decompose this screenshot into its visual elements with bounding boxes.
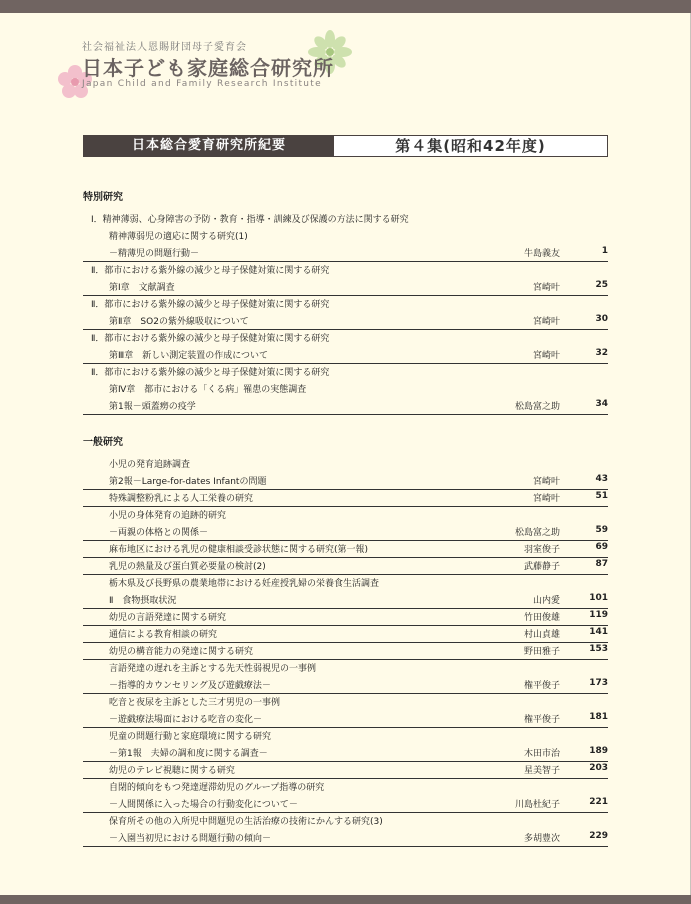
toc-entry-title: 幼児の構音能力の発達に関する研究	[109, 647, 254, 657]
toc-special-research	[83, 211, 608, 415]
toc-entry	[83, 456, 608, 490]
toc-entry-line	[83, 507, 608, 524]
logo-english-name: Japan Child and Family Research Institute	[82, 79, 322, 89]
toc-entry-line	[83, 490, 608, 507]
toc-entry-page: 221	[589, 797, 608, 807]
toc-entry-page: 153	[589, 644, 608, 654]
section-heading-general: 一般研究	[83, 437, 123, 448]
toc-entry	[83, 694, 608, 728]
toc-entry-author: 羽室俊子	[523, 545, 560, 555]
toc-entry-page: 51	[595, 491, 608, 501]
toc-entry-author: 星美智子	[523, 766, 560, 776]
toc-entry-title: －指導的カウンセリング及び遊戯療法－	[109, 681, 271, 691]
toc-entry-line	[83, 313, 608, 330]
toc-entry-page: 69	[595, 542, 608, 552]
toc-entry-line	[83, 211, 608, 228]
toc-entry-author: 牛島義友	[523, 249, 560, 259]
toc-entry-line	[83, 330, 608, 347]
bulletin-title: 日本総合愛育研究所紀要	[84, 136, 334, 156]
toc-entry-title: 通信による教育相談の研究	[109, 630, 218, 640]
toc-entry-page: 229	[589, 831, 608, 841]
toc-entry-author: 松島富之助	[514, 402, 560, 412]
toc-entry-title: 精神薄弱児の適応に関する研究(1)	[109, 232, 248, 242]
toc-entry	[83, 643, 608, 660]
toc-entry-title: 自閉的傾向をもつ発達遅滞幼児のグループ指導の研究	[109, 783, 325, 793]
toc-entry-title: Ⅰ．精神薄弱、心身障害の予防・教育・指導・訓練及び保護の方法に関する研究	[91, 215, 409, 225]
toc-entry-line	[83, 296, 608, 313]
toc-entry-title: 第Ⅳ章 都市における「くる病」罹患の実態調査	[109, 385, 307, 395]
toc-entry-title: 幼児のテレビ視聴に関する研究	[109, 766, 235, 776]
toc-entry-title: －第1報 夫婦の調和度に関する調査－	[109, 749, 268, 759]
toc-entry	[83, 609, 608, 626]
toc-entry	[83, 558, 608, 575]
toc-entry-title: －精薄児の問題行動－	[109, 249, 200, 259]
toc-entry	[83, 813, 608, 847]
toc-entry-title: －人間関係に入った場合の行動変化について－	[109, 800, 298, 810]
toc-entry-title: Ⅱ．都市における紫外線の減少と母子保健対策に関する研究	[91, 368, 330, 378]
toc-entry-title: Ⅱ 食物摂取状況	[109, 596, 177, 606]
toc-entry	[83, 779, 608, 813]
toc-entry-line	[83, 524, 608, 541]
bulletin-volume: 第４集(昭和42年度)	[334, 136, 607, 156]
toc-entry-author: 多胡豊次	[523, 834, 560, 844]
toc-entry-title: Ⅱ．都市における紫外線の減少と母子保健対策に関する研究	[91, 266, 330, 276]
toc-entry-line	[83, 262, 608, 279]
toc-entry-page: 34	[595, 399, 608, 409]
toc-entry-page: 141	[589, 627, 608, 637]
toc-entry-author: 村山貞雄	[523, 630, 560, 640]
toc-entry-line	[83, 575, 608, 592]
toc-entry-title: 第Ⅲ章 新しい測定装置の作成について	[109, 351, 269, 361]
toc-entry-author: 木田市治	[523, 749, 560, 759]
toc-entry-line	[83, 592, 608, 609]
toc-entry	[83, 507, 608, 541]
toc-entry-title: 特殊調整粉乳による人工栄養の研究	[109, 494, 254, 504]
toc-entry	[83, 575, 608, 609]
toc-entry-line	[83, 558, 608, 575]
toc-entry-author: 松島富之助	[514, 528, 560, 538]
toc-entry-title: 吃音と夜尿を主訴とした三才男児の一事例	[109, 698, 281, 708]
institute-logo	[58, 38, 358, 108]
bottom-bar	[0, 895, 691, 904]
toc-entry-page: 101	[589, 593, 608, 603]
toc-entry-title: 第2報－Large-for-dates Infantの問題	[109, 477, 267, 487]
toc-entry	[83, 262, 608, 296]
toc-entry-page: 25	[595, 280, 608, 290]
toc-entry-line	[83, 245, 608, 262]
top-bar	[0, 0, 691, 13]
toc-entry-line	[83, 456, 608, 473]
toc-general-research	[83, 456, 608, 847]
toc-entry-title: －遊戯療法場面における吃音の変化－	[109, 715, 263, 725]
toc-entry-line	[83, 609, 608, 626]
toc-entry-page: 32	[595, 348, 608, 358]
logo-organization: 社会福祉法人恩賜財団母子愛育会	[82, 42, 247, 53]
toc-entry-line	[83, 779, 608, 796]
toc-entry-page: 87	[595, 559, 608, 569]
toc-entry	[83, 364, 608, 415]
toc-entry-title: Ⅱ．都市における紫外線の減少と母子保健対策に関する研究	[91, 300, 330, 310]
toc-entry-line	[83, 381, 608, 398]
toc-entry-title: 小児の身体発育の追跡的研究	[109, 511, 227, 521]
toc-entry-title: 児童の問題行動と家庭環境に関する研究	[109, 732, 272, 742]
toc-entry-line	[83, 694, 608, 711]
logo-name: 日本子ども家庭総合研究所	[82, 56, 334, 80]
toc-entry-line	[83, 660, 608, 677]
toc-entry-title: 栃木県及び長野県の農業地帯における妊産授乳婦の栄養食生活調査	[109, 579, 380, 589]
toc-entry-title: 幼児の言語発達に関する研究	[109, 613, 227, 623]
toc-entry-page: 1	[601, 246, 608, 256]
toc-entry-title: 言語発達の遅れを主訴とする先天性弱視児の一事例	[109, 664, 317, 674]
toc-entry-author: 山内愛	[532, 596, 560, 606]
toc-entry-line	[83, 279, 608, 296]
toc-entry-page: 30	[595, 314, 608, 324]
toc-entry	[83, 762, 608, 779]
toc-entry	[83, 296, 608, 330]
toc-entry-author: 宮崎叶	[532, 477, 560, 487]
toc-entry-page: 119	[589, 610, 608, 620]
toc-entry	[83, 660, 608, 694]
toc-entry-line	[83, 762, 608, 779]
toc-entry-page: 59	[595, 525, 608, 535]
toc-entry-line	[83, 830, 608, 847]
toc-entry-line	[83, 796, 608, 813]
toc-entry	[83, 728, 608, 762]
toc-entry-page: 189	[589, 746, 608, 756]
toc-entry-page: 173	[589, 678, 608, 688]
toc-entry-title: 乳児の熱量及び蛋白質必要量の検討(2)	[109, 562, 266, 572]
toc-entry-line	[83, 643, 608, 660]
toc-entry-title: －両親の体格との関係－	[109, 528, 209, 538]
toc-entry-line	[83, 813, 608, 830]
toc-entry-title: 麻布地区における乳児の健康相談受診状態に関する研究(第一報)	[109, 545, 369, 555]
toc-entry-line	[83, 626, 608, 643]
toc-entry-author: 宮崎叶	[532, 351, 560, 361]
toc-entry	[83, 541, 608, 558]
bulletin-header	[83, 135, 608, 157]
toc-entry-title: 小児の発育追跡調査	[109, 460, 191, 470]
toc-entry-author: 宮崎叶	[532, 494, 560, 504]
toc-entry	[83, 490, 608, 507]
toc-entry-page: 203	[589, 763, 608, 773]
toc-entry-title: 第1報－頭蓋癆の疫学	[109, 402, 196, 412]
toc-entry-author: 権平俊子	[523, 715, 560, 725]
toc-entry	[83, 330, 608, 364]
toc-entry-line	[83, 364, 608, 381]
toc-entry-author: 竹田俊雄	[523, 613, 560, 623]
toc-entry-title: 第Ⅱ章 SO2の紫外線吸収について	[109, 317, 249, 327]
toc-entry-line	[83, 745, 608, 762]
toc-entry-page: 181	[589, 712, 608, 722]
toc-entry-line	[83, 228, 608, 245]
toc-entry-author: 権平俊子	[523, 681, 560, 691]
toc-entry-title: 保育所その他の入所児中問題児の生活治療の技術にかんする研究(3)	[109, 817, 383, 827]
toc-entry	[83, 211, 608, 262]
toc-entry-line	[83, 541, 608, 558]
toc-entry-line	[83, 347, 608, 364]
toc-entry-line	[83, 473, 608, 490]
toc-entry-line	[83, 711, 608, 728]
toc-entry-line	[83, 728, 608, 745]
toc-entry-author: 宮崎叶	[532, 283, 560, 293]
section-heading-special: 特別研究	[83, 192, 123, 203]
toc-entry-line	[83, 677, 608, 694]
toc-entry-title: Ⅱ．都市における紫外線の減少と母子保健対策に関する研究	[91, 334, 330, 344]
toc-entry-page: 43	[595, 474, 608, 484]
toc-entry-author: 野田雅子	[523, 647, 560, 657]
toc-entry-title: －入園当初児における問題行動の傾向－	[109, 834, 272, 844]
toc-entry-title: 第Ⅰ章 文献調査	[109, 283, 175, 293]
toc-entry	[83, 626, 608, 643]
toc-entry-author: 宮崎叶	[532, 317, 560, 327]
toc-entry-line	[83, 398, 608, 415]
toc-entry-author: 武藤静子	[523, 562, 560, 572]
toc-entry-author: 川島杜紀子	[514, 800, 560, 810]
